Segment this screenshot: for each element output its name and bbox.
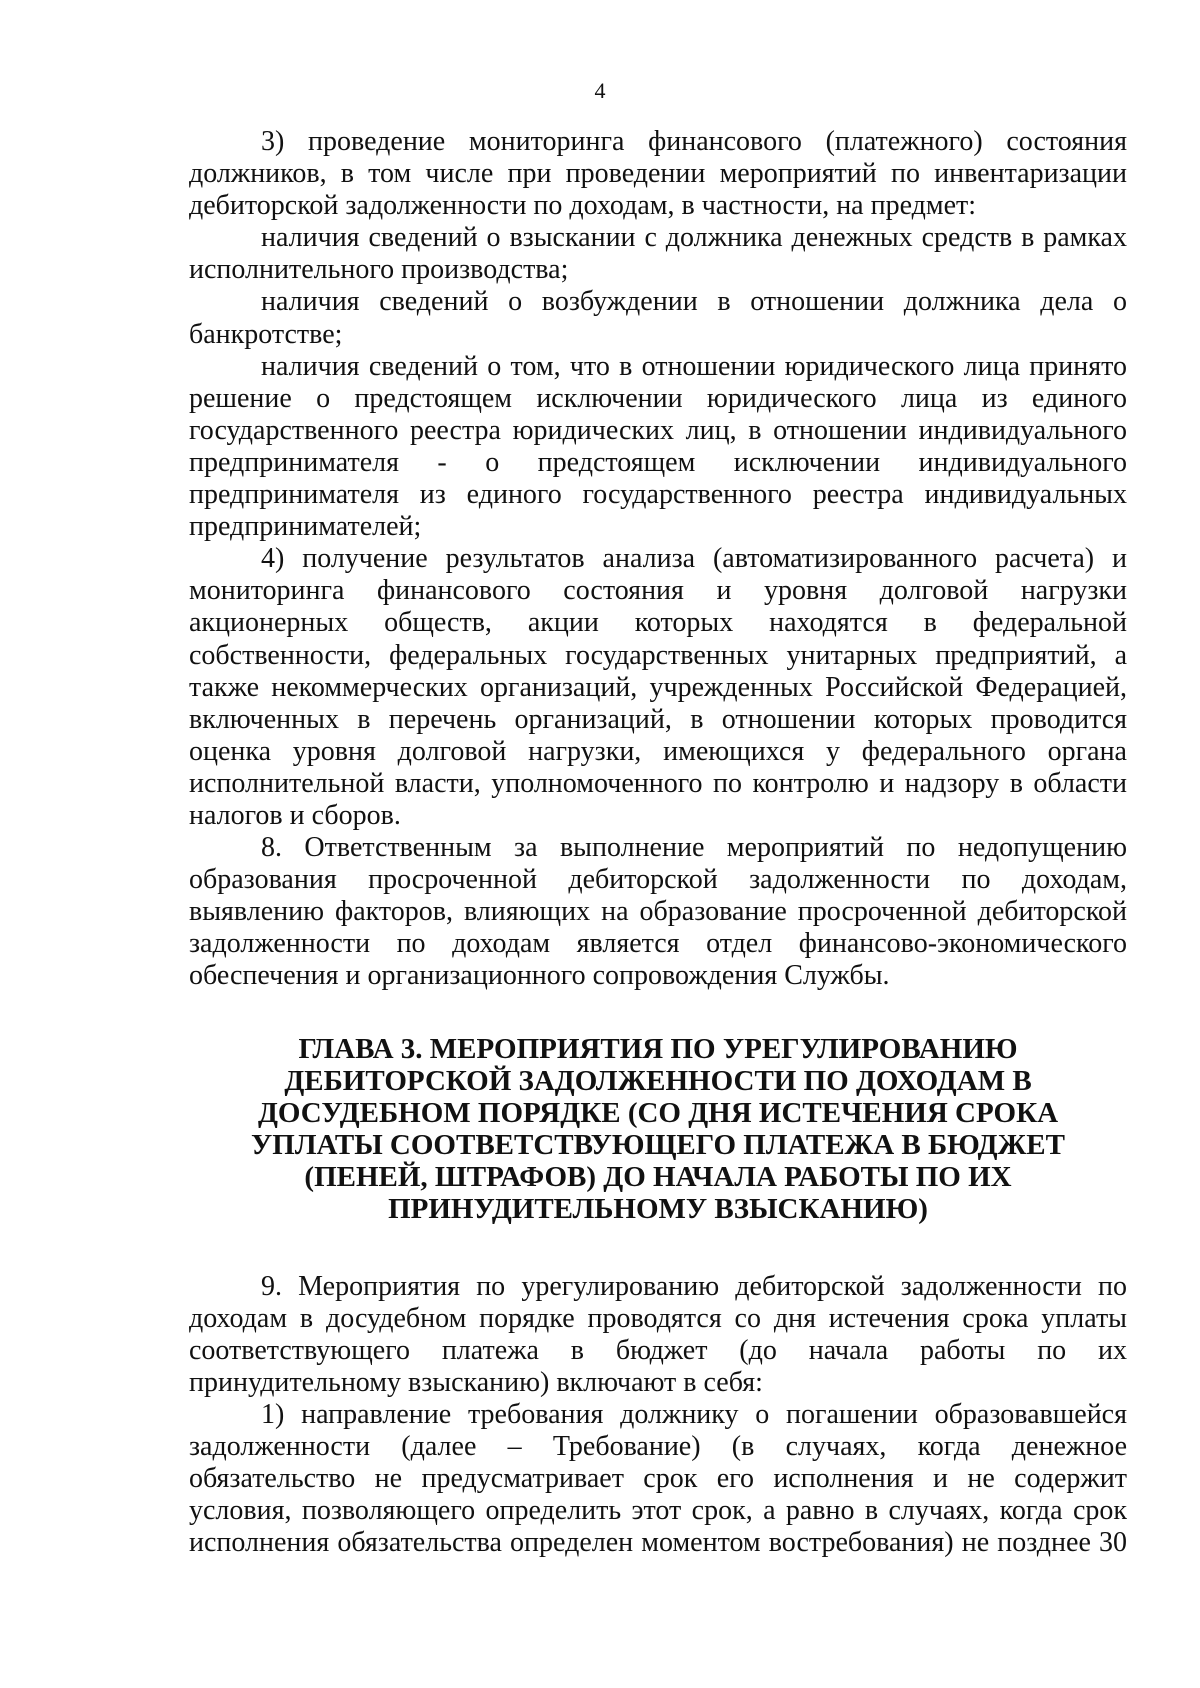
chapter-3-heading: ГЛАВА 3. МЕРОПРИЯТИЯ ПО УРЕГУЛИРОВАНИЮ ДЕБИТОРСКОЙ ЗАДОЛЖЕННОСТИ ПО ДОХОДАМ В ДОСУДЕБНОМ ПОРЯДКЕ (СО ДНЯ ИСТЕЧЕНИЯ СРОКА УПЛАТЫ СООТВЕТСТВУЮЩЕГО ПЛАТЕЖА В БЮДЖЕТ (ПЕНЕЙ, ШТРАФОВ) ДО НАЧАЛА РАБОТЫ ПО ИХ ПРИНУДИТЕЛЬНОМУ ВЗЫСКАНИЮ) (251, 1032, 1065, 1225)
paragraph-registry-exclusion-info: наличия сведений о том, что в отношении юридического лица принято решение о предстоящем исключении юридического лица из единого государственного реестра юридических лиц, в отношении индивидуального предпринимателя - о предстоящем исключении индивидуального предпринимателя из единого государственного реестра индивидуальных предпринимателей; (189, 350, 1127, 543)
page-number: 4 (594, 78, 606, 103)
paragraph-item-4-analysis: 4) получение результатов анализа (автоматизированного расчета) и мониторинга финансового состояния и уровня долговой нагрузки акционерных обществ, акции которых находятся в федеральной собственности, федеральных государственных унитарных предприятий, а также некоммерческих организаций, учрежденных Российской Федерацией, включенных в перечень организаций, в отношении которых проводится оценка уровня долговой нагрузки, имеющихся у федерального органа исполнительной власти, уполномоченного по контролю и надзору в области налогов и сборов. (189, 543, 1127, 831)
paragraph-section-9: 9. Мероприятия по урегулированию дебиторской задолженности по доходам в досудебном порядке проводятся со дня истечения срока уплаты соответствующего платежа в бюджет (до начала работы по их принудительному взысканию) включают в себя: (189, 1270, 1127, 1398)
paragraph-bankruptcy-info: наличия сведений о возбуждении в отношении должника дела о банкротстве; (189, 286, 1127, 350)
document-body (189, 126, 1127, 1559)
paragraph-section-8: 8. Ответственным за выполнение мероприятий по недопущению образования просроченной дебиторской задолженности по доходам, выявлению факторов, влияющих на образование просроченной дебиторской задолженности по доходам является отдел финансово-экономического обеспечения и организационного сопровождения Службы. (189, 832, 1127, 992)
paragraph-item-3-monitoring: 3) проведение мониторинга финансового (платежного) состояния должников, в том числе при проведении мероприятий по инвентаризации дебиторской задолженности по доходам, в частности, на предмет: (189, 126, 1127, 222)
paragraph-enforcement-info: наличия сведений о взыскании с должника денежных средств в рамках исполнительного производства; (189, 222, 1127, 286)
paragraph-item-1-requirement: 1) направление требования должнику о погашении образовавшейся задолженности (далее – Требование) (в случаях, когда денежное обязательство не предусматривает срок его исполнения и не содержит условия, позволяющего определить этот срок, а равно в случаях, когда срок исполнения обязательства определен моментом востребования) не позднее 30 (189, 1398, 1127, 1559)
